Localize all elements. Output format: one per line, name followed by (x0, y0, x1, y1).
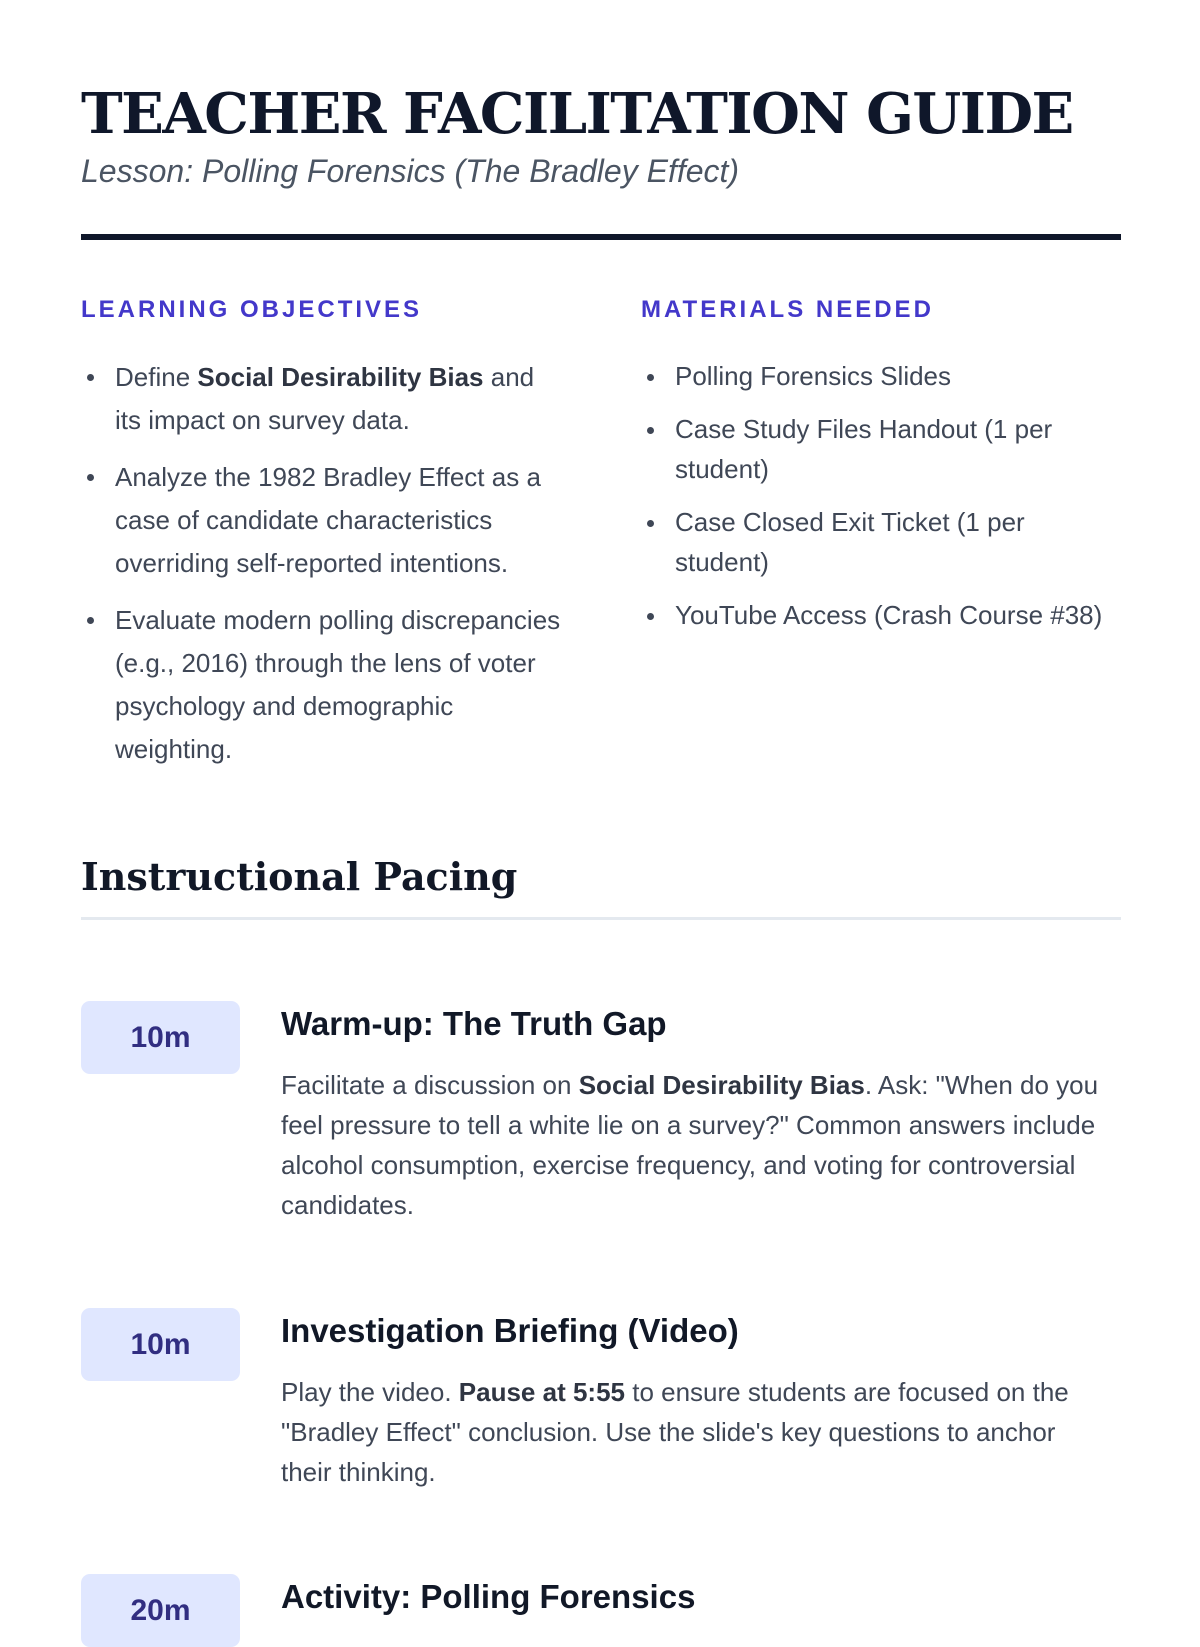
bullet-icon (647, 613, 654, 620)
objectives-heading: LEARNING OBJECTIVES (81, 296, 423, 323)
pacing-step-body (281, 1001, 1111, 1225)
page-title: TEACHER FACILITATION GUIDE (81, 81, 1073, 147)
learning-objectives (81, 294, 561, 785)
bullet-icon (647, 427, 654, 434)
materials-list (641, 356, 1111, 635)
objective-key-term: Social Desirability Bias (197, 362, 484, 392)
bullet-icon (647, 520, 654, 527)
objectives-list (81, 356, 561, 771)
description-text: Facilitate a discussion on (281, 1070, 579, 1100)
materials-heading: MATERIALS NEEDED (641, 296, 934, 323)
material-item (641, 409, 1111, 489)
pacing-step-body (281, 1574, 1111, 1620)
description-text: to ensure students are focused on the "Bradley Effect" conclusion. Use the slide's key questions to anchor their thinking. (281, 1377, 1069, 1487)
objective-text: Define (115, 362, 198, 392)
objective-text: and its impact on survey data. (115, 362, 535, 435)
pacing-step-body (281, 1308, 1111, 1492)
pacing-step-title: Warm-up: The Truth Gap (281, 1005, 667, 1042)
objective-item (81, 599, 561, 771)
material-text: YouTube Access (Crash Course #38) (675, 600, 1103, 630)
bullet-icon (87, 617, 94, 624)
description-text: Play the video. (281, 1377, 459, 1407)
title-divider (81, 234, 1121, 240)
pacing-step-description (281, 1372, 1111, 1492)
pacing-divider (81, 917, 1121, 920)
duration-badge: 20m (81, 1574, 240, 1647)
bullet-icon (647, 374, 654, 381)
material-text: Case Study Files Handout (1 per student) (675, 414, 1053, 484)
objective-text: Evaluate modern polling discrepancies (e.g., 2016) through the lens of voter psychology and demographic weighting. (115, 605, 561, 764)
objective-item (81, 356, 561, 442)
material-item (641, 502, 1111, 582)
duration-badge: 10m (81, 1308, 240, 1381)
description-key-term: Social Desirability Bias (578, 1070, 865, 1100)
materials-needed (641, 294, 1111, 648)
material-item (641, 595, 1111, 635)
duration-badge: 10m (81, 1001, 240, 1074)
lesson-subtitle: Lesson: Polling Forensics (The Bradley Effect) (81, 153, 740, 189)
material-item (641, 356, 1111, 396)
pacing-heading: Instructional Pacing (81, 854, 518, 899)
bullet-icon (87, 474, 94, 481)
material-text: Polling Forensics Slides (675, 361, 952, 391)
description-key-term: Pause at 5:55 (458, 1377, 625, 1407)
objective-text: Analyze the 1982 Bradley Effect as a case of candidate characteristics overriding self-reported intentions. (115, 462, 541, 578)
objective-item (81, 456, 561, 585)
pacing-step-title: Activity: Polling Forensics (281, 1578, 696, 1615)
description-text: . Ask: "When do you feel pressure to tell a white lie on a survey?" Common answers include alcohol consumption, exercise frequency, and voting for controversial candidates. (281, 1070, 1099, 1220)
material-text: Case Closed Exit Ticket (1 per student) (675, 507, 1025, 577)
pacing-step-description (281, 1065, 1111, 1225)
bullet-icon (87, 374, 94, 381)
pacing-step-title: Investigation Briefing (Video) (281, 1312, 739, 1349)
